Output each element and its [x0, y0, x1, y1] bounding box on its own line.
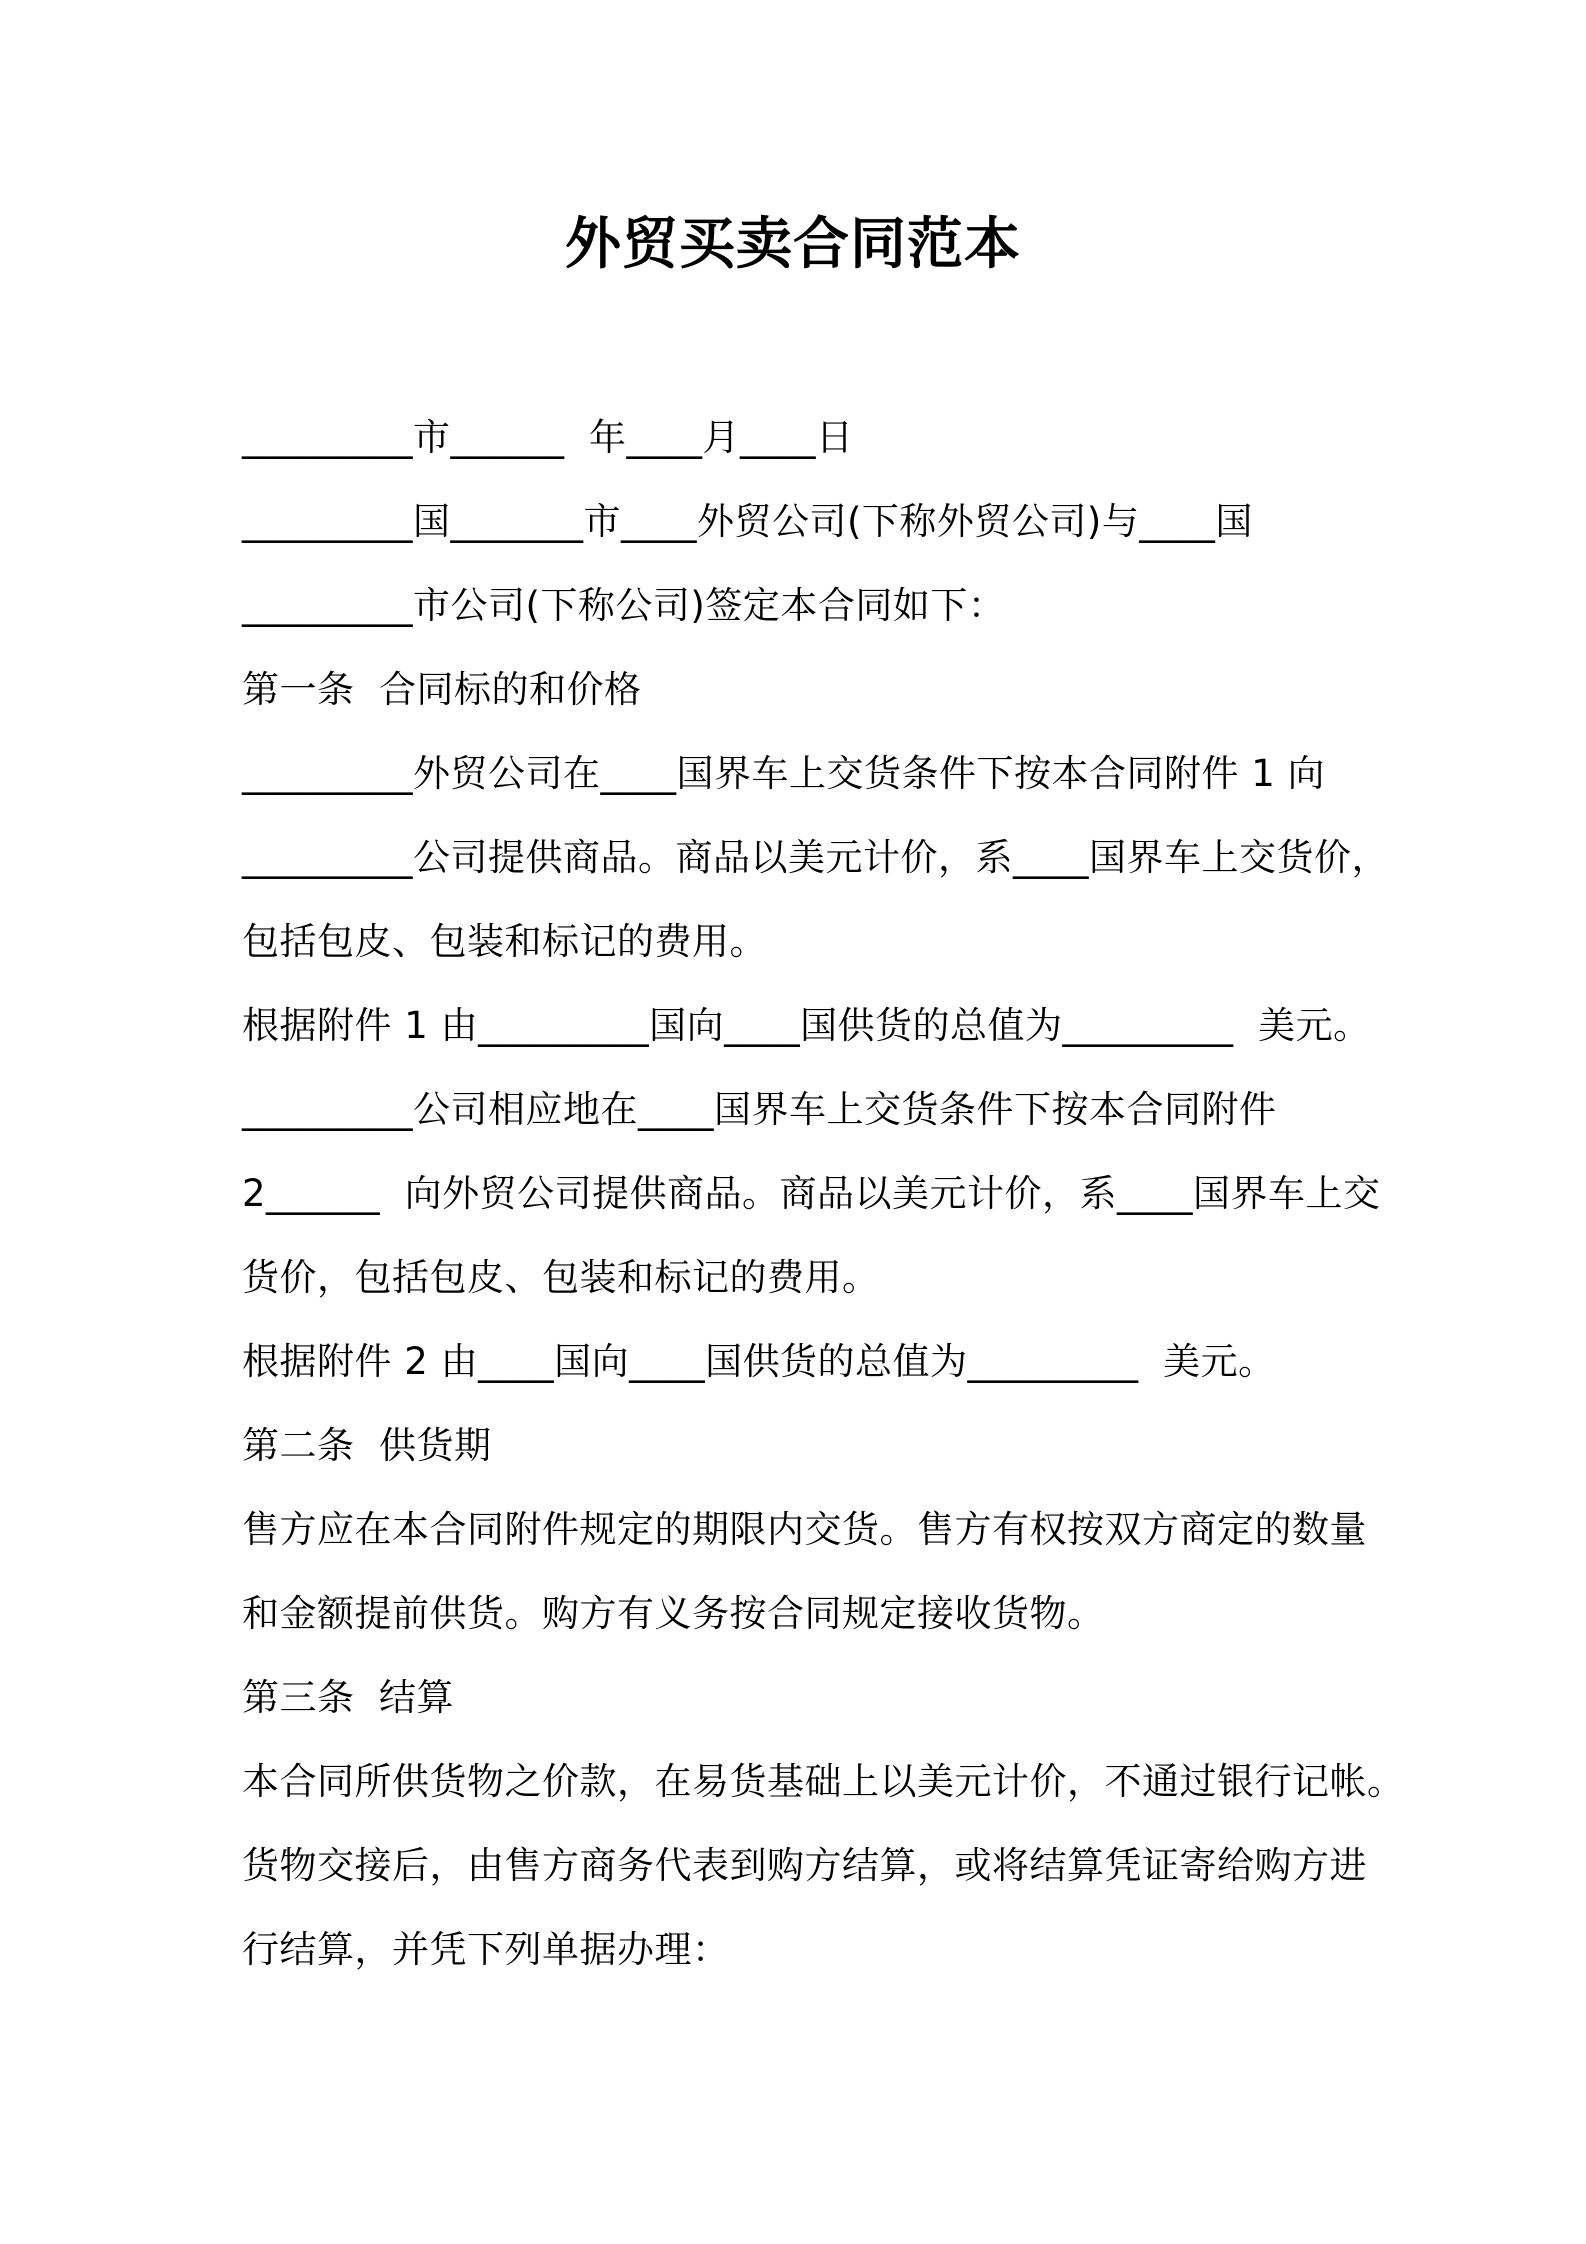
paragraph-line: _________公司相应地在____国界车上交货条件下按本合同附件: [242, 1088, 1277, 1131]
document-title: 外贸买卖合同范本: [565, 212, 1021, 277]
article-heading: 第二条 供货期: [242, 1424, 492, 1467]
paragraph-line: _________公司提供商品。商品以美元计价，系____国界车上交货价，: [242, 836, 1389, 879]
paragraph-line: 和金额提前供货。购方有义务按合同规定接收货物。: [242, 1592, 1105, 1635]
paragraph-line: 根据附件 1 由_________国向____国供货的总值为_________ 美元。: [242, 1004, 1371, 1047]
article-heading: 第三条 结算: [242, 1676, 455, 1719]
paragraph-line: _________外贸公司在____国界车上交货条件下按本合同附件 1 向: [242, 752, 1326, 795]
paragraph-line: 货价，包括包皮、包装和标记的费用。: [242, 1256, 880, 1299]
article-heading: 第一条 合同标的和价格: [242, 668, 642, 711]
paragraph-line: 根据附件 2 由____国向____国供货的总值为_________ 美元。: [242, 1340, 1276, 1383]
paragraph-line: 售方应在本合同附件规定的期限内交货。售方有权按双方商定的数量: [242, 1508, 1367, 1551]
paragraph-line: 行结算，并凭下列单据办理：: [242, 1928, 730, 1971]
date-line: _________市______ 年____月____日: [242, 416, 854, 459]
paragraph-line: 货物交接后，由售方商务代表到购方结算，或将结算凭证寄给购方进: [242, 1844, 1367, 1887]
paragraph-line: 包括包皮、包装和标记的费用。: [242, 920, 767, 963]
paragraph-line: 2______ 向外贸公司提供商品。商品以美元计价，系____国界车上交: [242, 1172, 1381, 1215]
paragraph-line: 本合同所供货物之价款，在易货基础上以美元计价，不通过银行记帐。: [242, 1760, 1405, 1803]
party-line: _________市公司(下称公司)签定本合同如下：: [242, 584, 1006, 627]
party-line: _________国_______市____外贸公司(下称外贸公司)与____国: [242, 500, 1253, 543]
